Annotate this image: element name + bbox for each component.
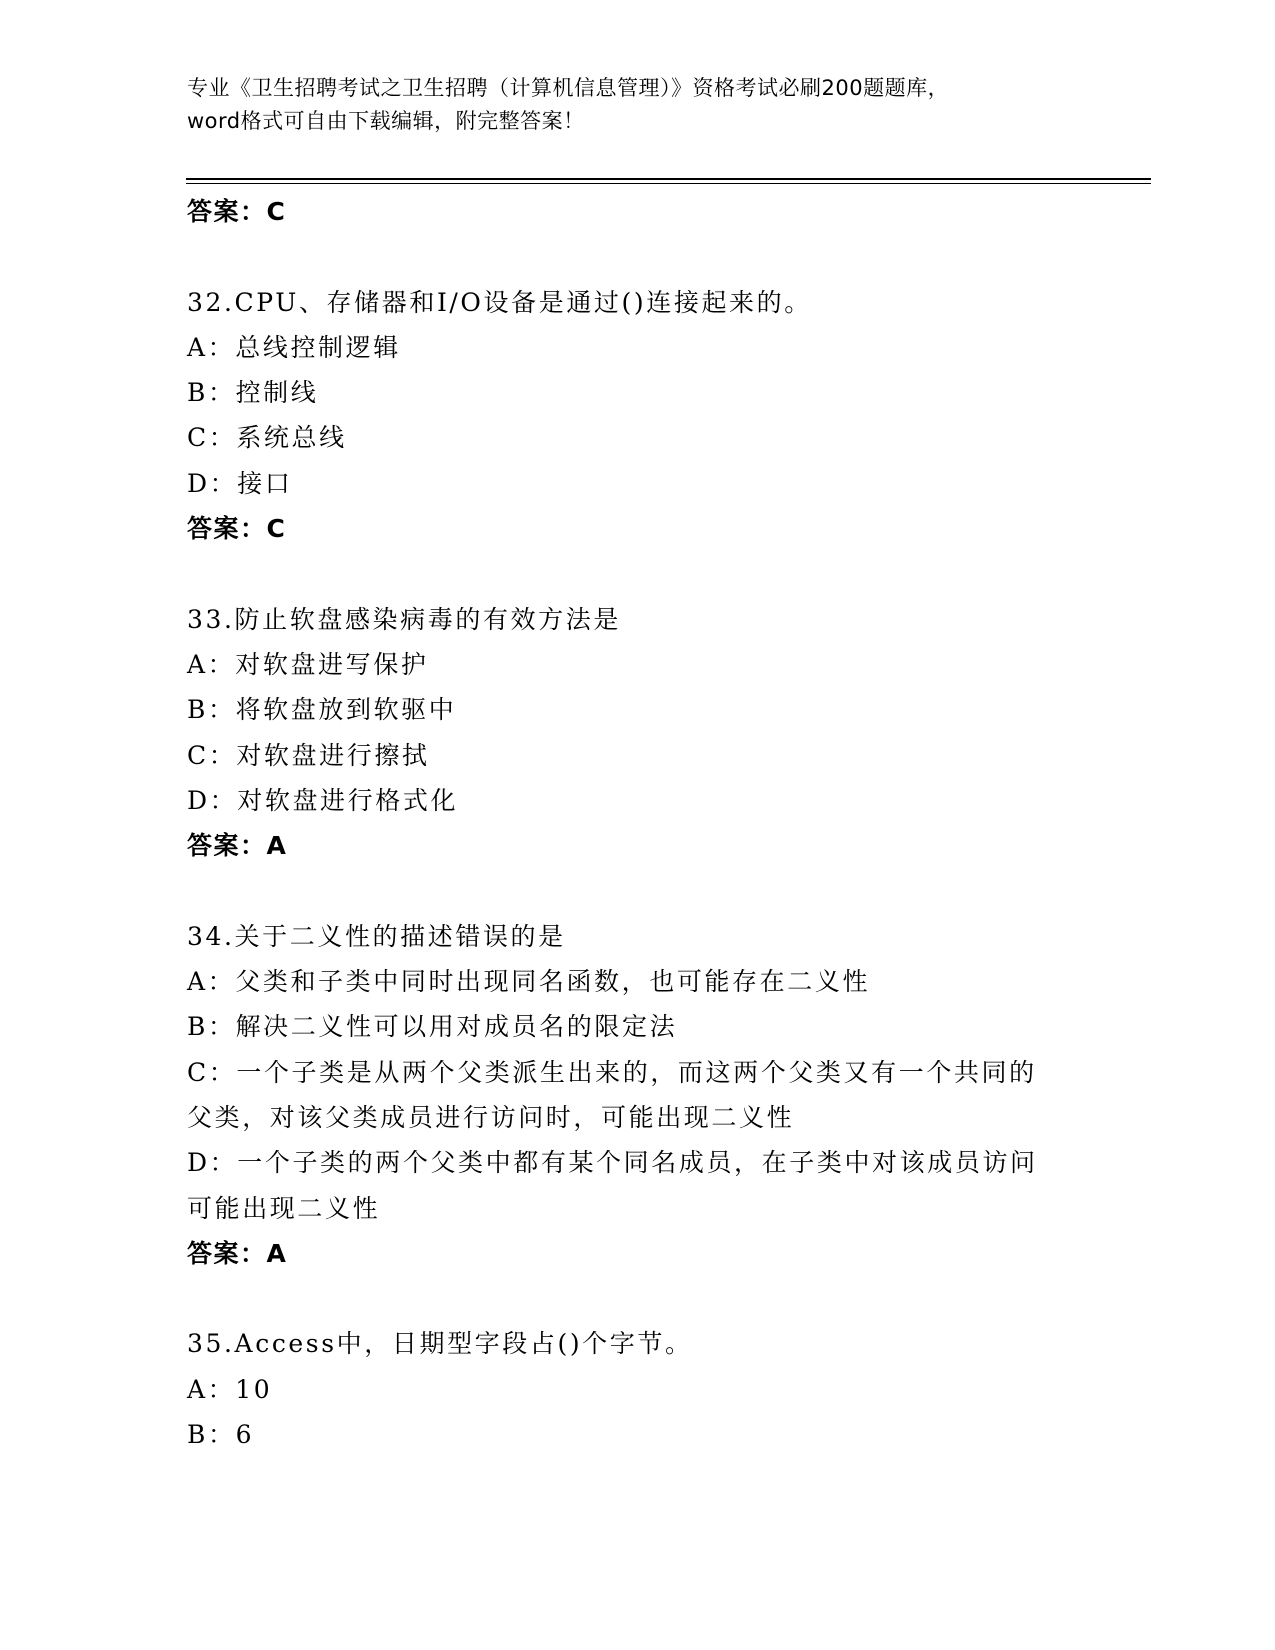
- question-34: [187, 914, 1087, 1276]
- option-a: A：父类和子类中同时出现同名函数，也可能存在二义性: [187, 967, 871, 997]
- question-stem: 32.CPU、存储器和I/O设备是通过()连接起来的。: [187, 287, 812, 317]
- option-c: C：系统总线: [187, 423, 347, 453]
- option-b: B：将软盘放到软驱中: [187, 695, 457, 725]
- option-d-continued: 可能出现二义性: [187, 1193, 381, 1223]
- header-rule-thin: [186, 183, 1151, 184]
- option-a: A：对软盘进写保护: [187, 649, 429, 679]
- option-c-continued: 父类，对该父类成员进行访问时，可能出现二义性: [187, 1102, 795, 1132]
- spacer: [187, 234, 1087, 279]
- question-33: [187, 597, 1087, 869]
- spacer: [187, 868, 1087, 913]
- option-b: B：解决二义性可以用对成员名的限定法: [187, 1012, 678, 1042]
- spacer: [187, 1276, 1087, 1321]
- question-answer: 答案：A: [187, 831, 288, 861]
- question-list: [187, 189, 1087, 1457]
- question-stem: 35.Access中，日期型字段占()个字节。: [187, 1329, 693, 1359]
- question-32: [187, 280, 1087, 552]
- page-header: [187, 72, 1067, 138]
- option-c: C：对软盘进行擦拭: [187, 740, 430, 770]
- option-b: B：控制线: [187, 378, 319, 408]
- question-35: [187, 1321, 1087, 1457]
- header-line-1: 专业《卫生招聘考试之卫生招聘（计算机信息管理）》资格考试必刷200题题库，: [187, 76, 950, 100]
- previous-answer: 答案：C: [187, 197, 287, 226]
- question-stem: 34.关于二义性的描述错误的是: [187, 921, 566, 951]
- spacer: [187, 551, 1087, 596]
- option-c: C：一个子类是从两个父类派生出来的，而这两个父类又有一个共同的: [187, 1057, 1037, 1087]
- question-answer: 答案：C: [187, 514, 287, 544]
- header-line-2: word格式可自由下载编辑，附完整答案！: [187, 109, 585, 133]
- option-d: D：对软盘进行格式化: [187, 785, 459, 815]
- option-a: A：总线控制逻辑: [187, 332, 401, 362]
- option-d: D：接口: [187, 468, 293, 498]
- option-b: B：6: [187, 1420, 255, 1450]
- header-rule-thick: [186, 178, 1151, 180]
- question-answer: 答案：A: [187, 1238, 288, 1268]
- question-stem: 33.防止软盘感染病毒的有效方法是: [187, 604, 621, 634]
- option-d: D：一个子类的两个父类中都有某个同名成员，在子类中对该成员访问: [187, 1148, 1038, 1178]
- option-a: A：10: [187, 1374, 273, 1404]
